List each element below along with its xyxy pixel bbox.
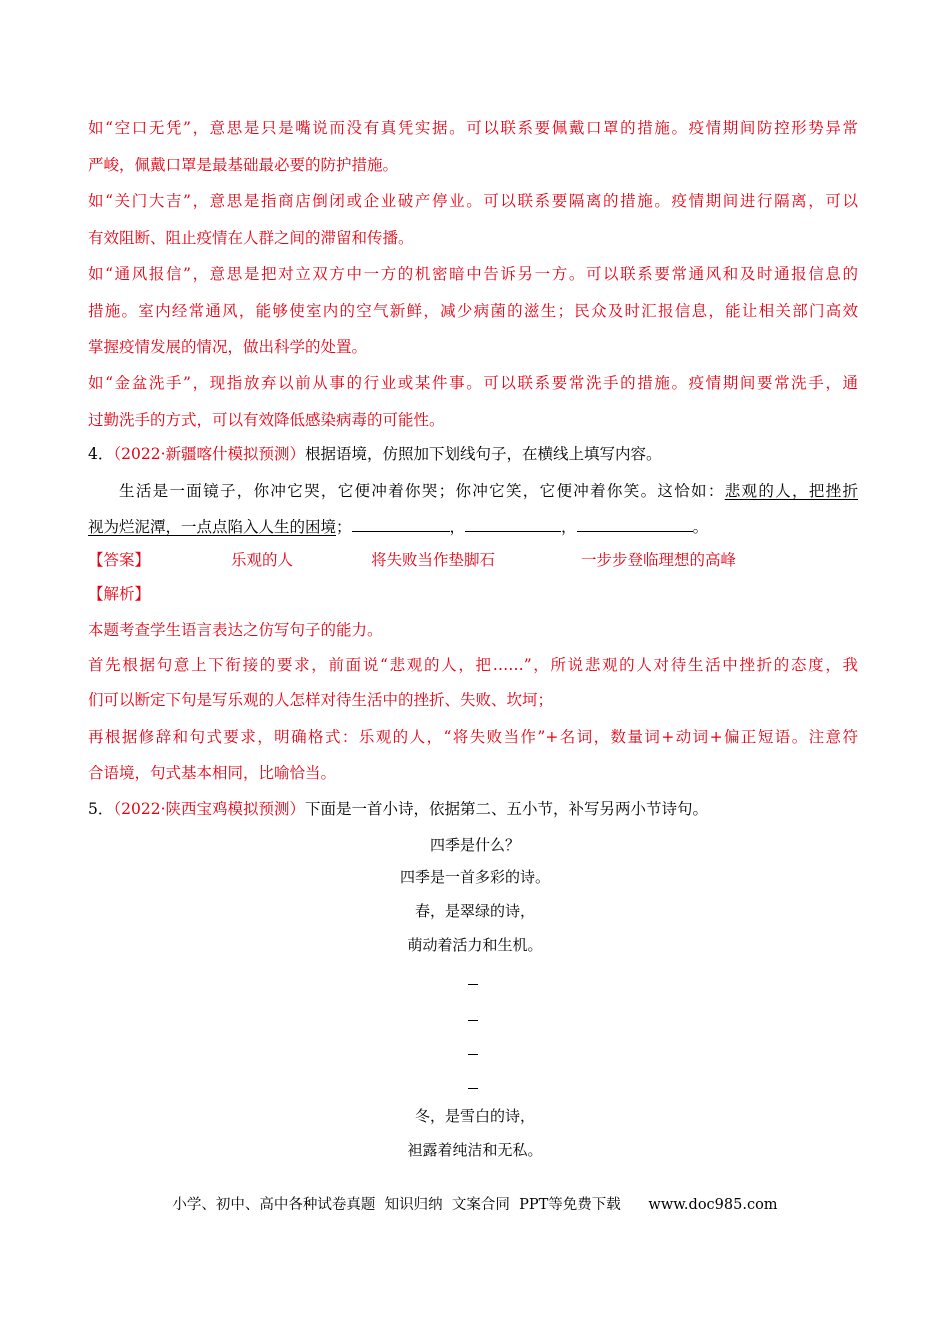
poem-line-1: 四季是什么？ (429, 836, 520, 854)
question-4-underlined-1: 悲观的人，把挫折 (724, 482, 858, 500)
question-5-number: 5． (88, 800, 114, 818)
explanation-3-line-2: 措施。室内经常通风，能够使室内的空气新鲜，减少病菌的滋生；民众及时汇报信息，能让相关部门高效 (88, 302, 858, 320)
poem-blank-line-3[interactable] (468, 1054, 478, 1055)
question-4-separator-2: ， (449, 518, 466, 536)
question-4-text-line-1 (119, 481, 858, 501)
question-4-heading (88, 444, 858, 464)
answer-2: 将失败当作垫脚石 (371, 551, 496, 569)
answer-blank-2[interactable] (465, 516, 561, 532)
analysis-line-3: 们可以断定下句是写乐观的人怎样对待生活中的挫折、失败、坎坷； (88, 691, 554, 709)
page-footer: 小学、初中、高中各种试卷真题 知识归纳 文案合同 PPT等免费下载 www.doc985.com (172, 1197, 778, 1213)
poem-blank-line-2[interactable] (468, 1020, 478, 1021)
analysis-line-4: 再根据修辞和句式要求，明确格式：乐观的人，“将失败当作”+名词，数量词+动词+偏正短语。注意符 (88, 728, 858, 746)
question-5-heading (88, 799, 858, 819)
explanation-1-line-1: 如“空口无凭”，意思是只是嘴说而没有真凭实据。可以联系要佩戴口罩的措施。疫情期间防控形势异常 (88, 119, 858, 137)
analysis-line-1: 本题考查学生语言表达之仿写句子的能力。 (88, 621, 383, 639)
analysis-line-5: 合语境，句式基本相同，比喻恰当。 (88, 764, 337, 782)
answer-label: 【答案】 (88, 551, 151, 569)
explanation-1-line-2: 严峻，佩戴口罩是最基础最必要的防护措施。 (88, 156, 399, 174)
explanation-2-line-2: 有效阻断、阻止疫情在人群之间的滞留和传播。 (88, 229, 414, 247)
explanation-2-line-1: 如“关门大吉”，意思是指商店倒闭或企业破产停业。可以联系要隔离的措施。疫情期间进行隔离，可以 (88, 192, 858, 210)
answer-1: 乐观的人 (231, 551, 294, 569)
poem-blank-line-1[interactable] (468, 984, 478, 985)
analysis-line-2: 首先根据句意上下衔接的要求，前面说“悲观的人，把……”，所说悲观的人对待生活中挫折的态度，我 (88, 656, 858, 674)
explanation-4-line-2: 过勤洗手的方式，可以有效降低感染病毒的可能性。 (88, 411, 445, 429)
analysis-label: 【解析】 (88, 585, 151, 603)
answer-3: 一步步登临理想的高峰 (581, 551, 737, 569)
poem-line-5: 冬，是雪白的诗， (414, 1107, 535, 1125)
explanation-4-line-1: 如“金盆洗手”，现指放弃以前从事的行业或某件事。可以联系要常洗手的措施。疫情期间要常洗手，通 (88, 374, 858, 392)
question-4-number: 4． (88, 445, 114, 463)
question-4-separator-3: ， (561, 518, 577, 536)
explanation-3-line-1: 如“通风报信”，意思是把对立双方中一方的机密暗中告诉另一方。可以联系要常通风和及时通报信息的 (88, 265, 858, 283)
question-4-text-line-2 (88, 516, 858, 537)
answer-blank-3[interactable] (577, 516, 693, 532)
question-4-separator-1: ； (336, 518, 352, 536)
answer-blank-1[interactable] (352, 516, 450, 532)
question-5-source: （2022·陕西宝鸡模拟预测） (113, 800, 305, 818)
poem-blank-line-4[interactable] (468, 1088, 478, 1089)
question-4-end: 。 (692, 518, 709, 536)
poem-line-4: 萌动着活力和生机。 (407, 936, 543, 954)
question-4-underlined-2: 视为烂泥潭，一点点陷入人生的困境 (88, 518, 337, 536)
question-4-source: （2022·新疆喀什模拟预测） (113, 445, 305, 463)
poem-line-6: 袒露着纯洁和无私。 (407, 1141, 543, 1159)
poem-line-2: 四季是一首多彩的诗。 (399, 868, 550, 886)
question-4-text-plain: 生活是一面镜子，你冲它哭，它便冲着你哭；你冲它笑，它便冲着你笑。这恰如： (119, 482, 725, 500)
poem-line-3: 春，是翠绿的诗， (414, 902, 535, 920)
question-4-prompt: 根据语境，仿照加下划线句子，在横线上填写内容。 (305, 445, 662, 463)
question-5-prompt: 下面是一首小诗，依据第二、五小节，补写另两小节诗句。 (305, 800, 709, 818)
explanation-3-line-3: 掌握疫情发展的情况，做出科学的处置。 (88, 338, 368, 356)
